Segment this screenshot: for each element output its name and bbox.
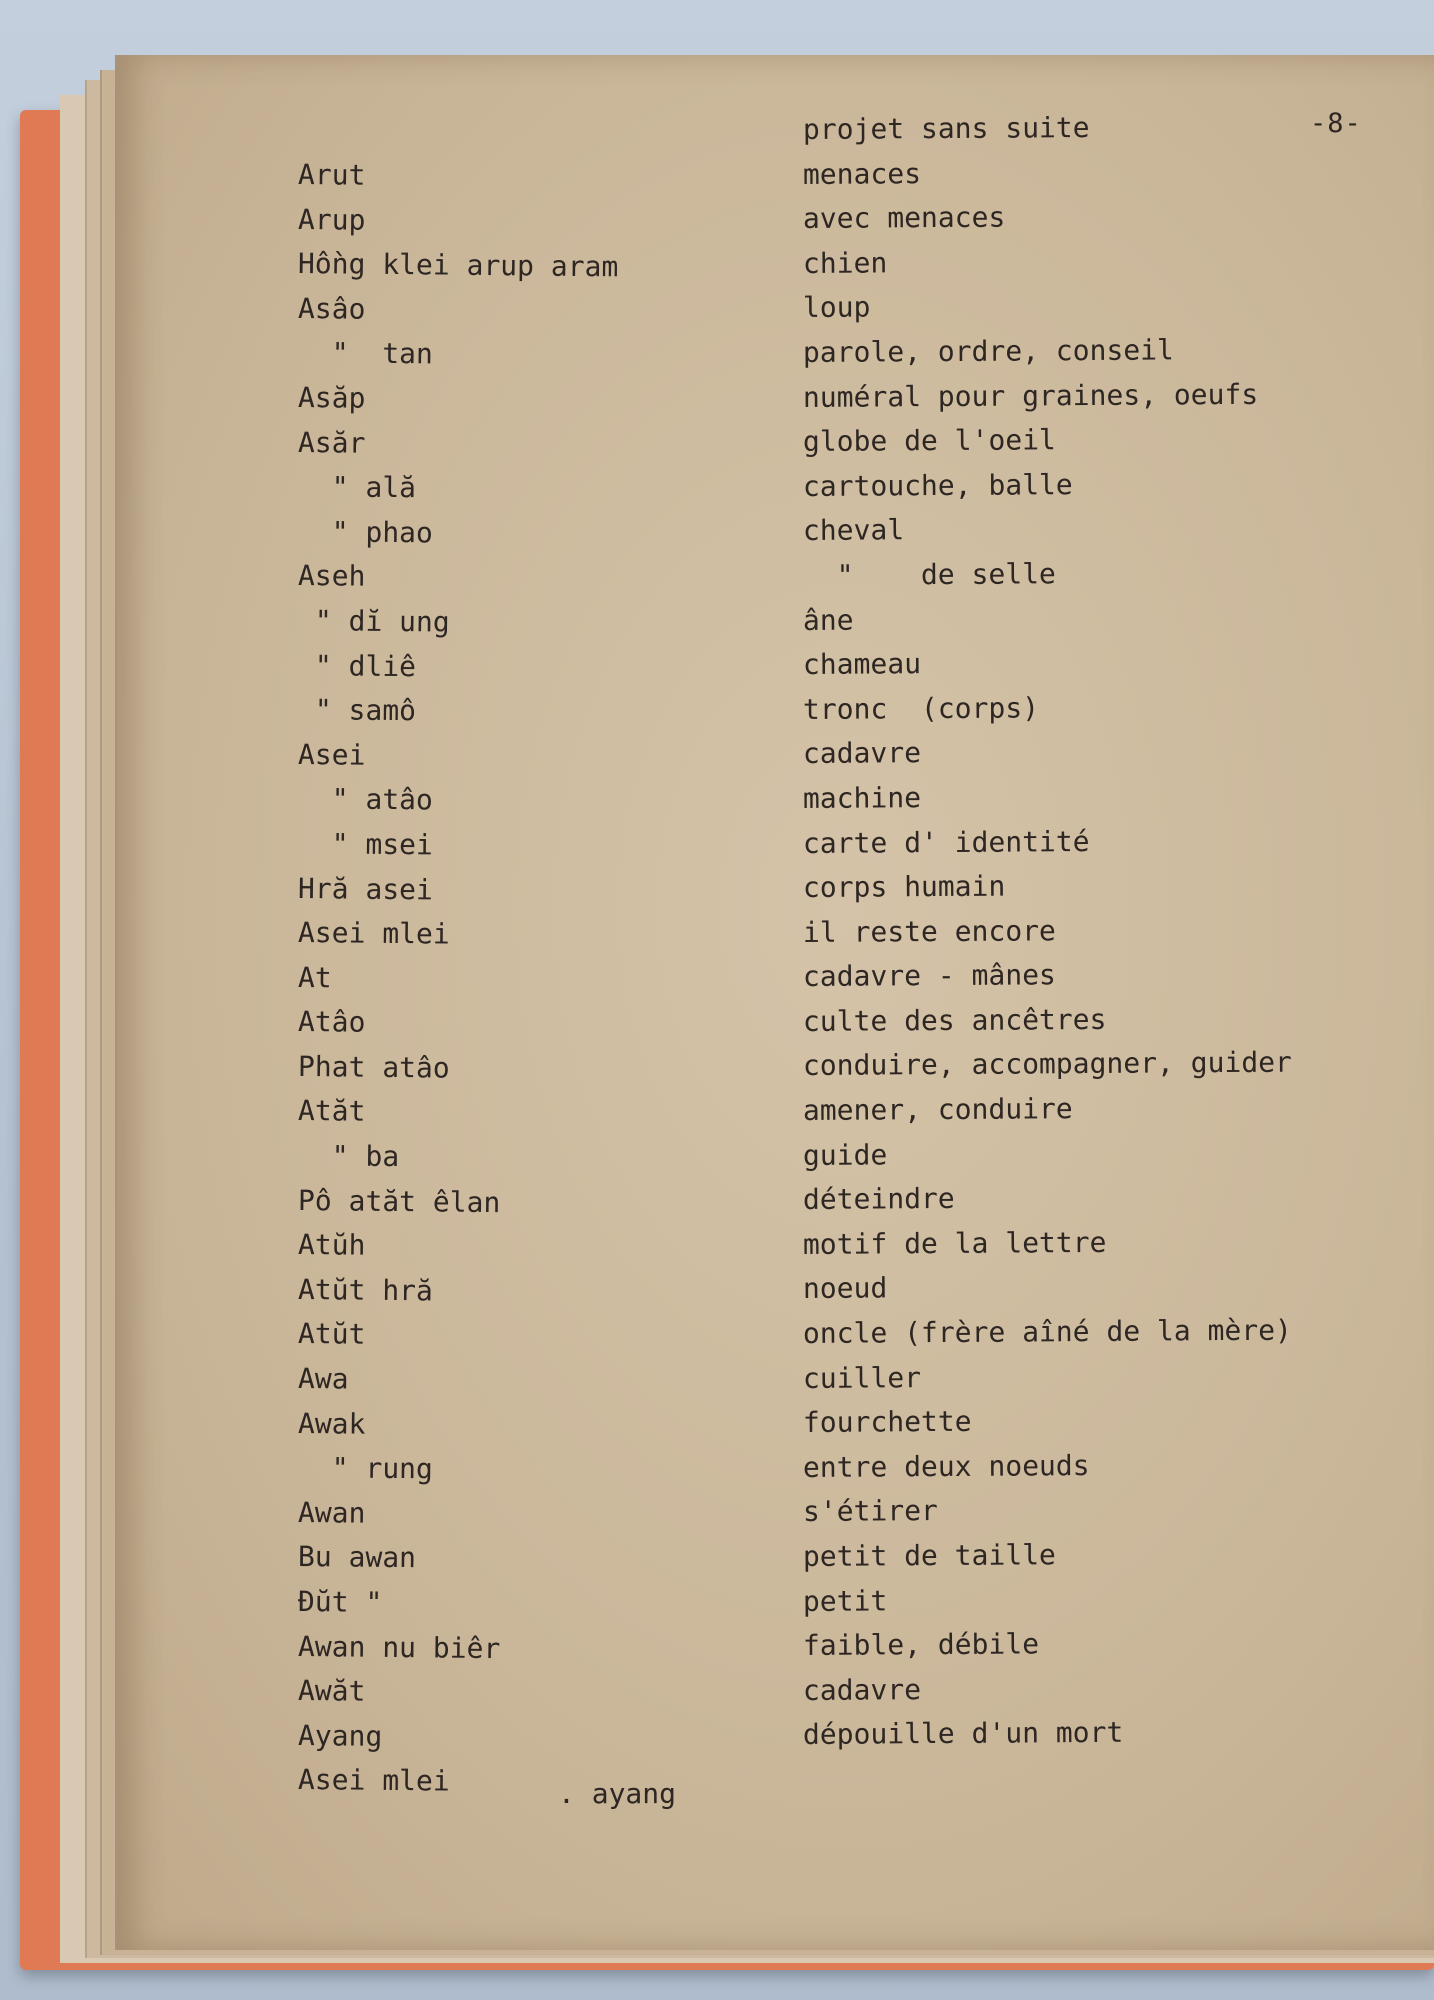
translation-entry: fourchette (802, 1405, 972, 1440)
term-entry: Atâo (297, 1005, 366, 1039)
term-entry: Awan (297, 1495, 366, 1530)
term-entry: " ba (297, 1139, 400, 1174)
translation-entry: entre deux noeuds (802, 1448, 1090, 1484)
translation-entry: chien (802, 246, 888, 280)
translation-entry: s'étirer (802, 1494, 938, 1529)
translation-entry: petit de taille (802, 1538, 1056, 1573)
translation-entry: loup (802, 290, 871, 325)
translation-entry: menaces (802, 156, 922, 191)
translation-entry: motif de la lettre (802, 1225, 1107, 1261)
french-translations-column (803, 108, 1363, 1758)
translation-entry: cheval (802, 513, 905, 548)
term-entry: " dliê (297, 648, 417, 683)
term-entry: Pô atăt êlan (297, 1183, 501, 1219)
term-entry: At (297, 960, 332, 995)
term-entry: " samô (297, 693, 417, 728)
term-entry: Atŭt hră (297, 1272, 434, 1308)
term-entry: Aseh (297, 559, 366, 594)
translation-entry: cadavre - mânes (802, 958, 1056, 994)
translation-entry: culte des ancêtres (802, 1002, 1107, 1038)
term-entry: " msei (297, 826, 434, 862)
term-entry: Asăr (297, 425, 366, 460)
translation-entry: parole, ordre, conseil (802, 333, 1174, 369)
translation-entry: guide (802, 1138, 888, 1172)
term-entry: Awan nu biêr (297, 1629, 501, 1665)
translation-entry: carte d' identité (802, 824, 1090, 860)
translation-entry: oncle (frère aîné de la mère) (802, 1313, 1292, 1351)
translation-entry: faible, débile (802, 1627, 1040, 1663)
translation-entry: âne (802, 603, 854, 637)
translation-entry: cadavre (802, 1672, 922, 1707)
translation-entry: tronc (corps) (802, 691, 1040, 726)
term-entry: Hồng klei arup aram (297, 247, 619, 284)
term-entry: Atăt (297, 1094, 366, 1129)
term-entry: Asăp (297, 380, 366, 415)
term-entry: " phao (297, 514, 434, 550)
term-entry: Bu awan (297, 1540, 417, 1575)
term-entry: Asei (297, 737, 366, 772)
term-entry: Ayang (297, 1718, 383, 1753)
translation-entry: machine (802, 781, 922, 815)
translation-entry: conduire, accompagner, guider (802, 1046, 1292, 1083)
term-entry: " atâo (297, 782, 434, 817)
translation-entry: avec menaces (802, 200, 1006, 236)
term-entry: Hră asei (297, 871, 434, 906)
term-entry: " tan (297, 336, 434, 371)
term-entry: Awa (297, 1362, 349, 1396)
term-entry: " rung (297, 1451, 434, 1486)
translation-entry: petit (802, 1584, 888, 1618)
term-entry: Awak (297, 1406, 366, 1441)
term-entry: Asei mlei (297, 1763, 450, 1798)
translation-entry: amener, conduire (802, 1092, 1073, 1128)
extra-term: . ayang (558, 1777, 677, 1810)
translation-entry: dépouille d'un mort (802, 1716, 1124, 1752)
translation-entry: numéral pour graines, oeufs (802, 377, 1259, 414)
translation-entry: chameau (802, 647, 922, 682)
translation-entry: projet sans suite (802, 110, 1090, 146)
term-entry: " ală (297, 470, 417, 505)
translation-entry: cartouche, balle (802, 467, 1073, 503)
term-entry: " dĭ ung (297, 603, 450, 639)
translation-entry: globe de l'oeil (802, 423, 1056, 459)
translation-entry: déteindre (802, 1182, 955, 1217)
translation-entry: cuiller (802, 1360, 922, 1395)
translation-entry: " de selle (802, 557, 1056, 592)
translation-entry: il reste encore (802, 913, 1056, 949)
translation-entry: noeud (802, 1271, 888, 1306)
term-entry: Asei mlei (297, 916, 450, 951)
term-entry: Đŭt " (297, 1585, 383, 1619)
page-number: -8- (1310, 108, 1362, 139)
translation-entry: cadavre (802, 736, 922, 771)
term-entry: Atŭh (297, 1228, 366, 1262)
term-entry: Asâo (297, 291, 366, 326)
term-entry: Awăt (297, 1674, 366, 1708)
term-entry: Phat atâo (297, 1049, 450, 1085)
term-entry: Atŭt (297, 1317, 366, 1352)
term-entry: Arut (297, 158, 366, 192)
translation-entry: corps humain (802, 869, 1006, 905)
vocabulary-terms-column (298, 153, 818, 1803)
term-entry: Arup (297, 202, 366, 237)
